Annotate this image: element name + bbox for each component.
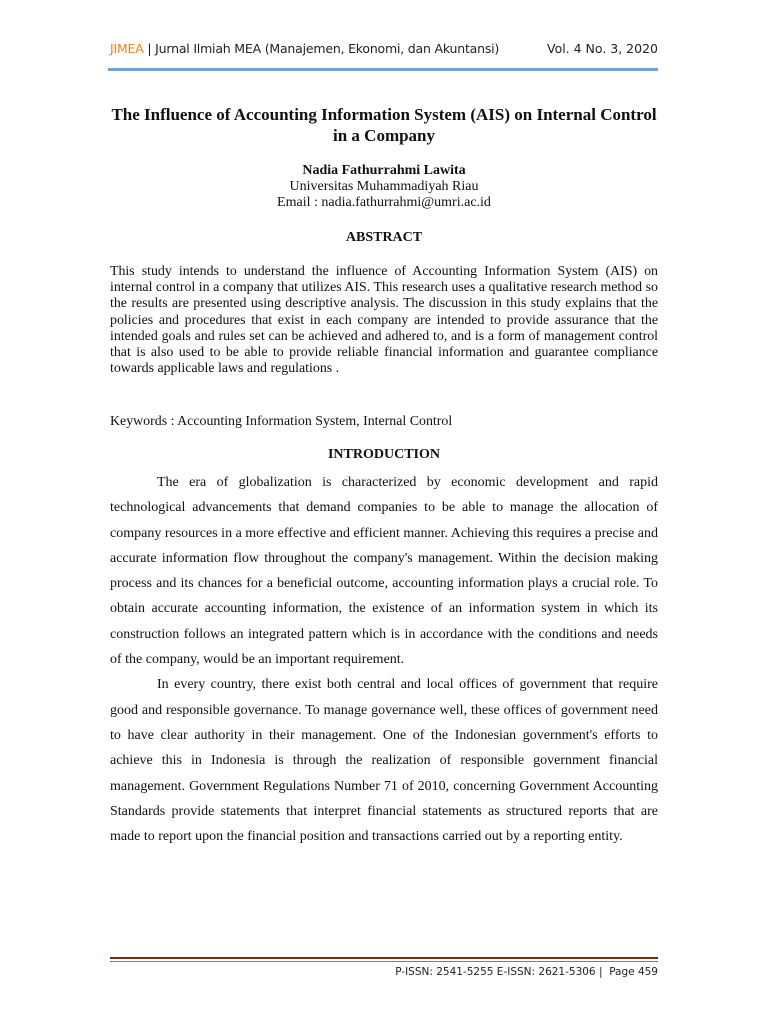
introduction-heading: INTRODUCTION bbox=[327, 447, 440, 462]
author-affiliation: Universitas Muhammadiyah Riau bbox=[289, 179, 479, 194]
footer-rule-accent bbox=[110, 961, 658, 962]
issn-info: P-ISSN: 2541-5255 E-ISSN: 2621-5306 | bbox=[395, 966, 603, 978]
journal-name: | Jurnal Ilmiah MEA (Manajemen, Ekonomi, dan Akuntansi) bbox=[143, 41, 500, 56]
page-footer bbox=[395, 966, 658, 978]
header-rule bbox=[108, 68, 658, 71]
keywords: Keywords : Accounting Information System, Internal Control bbox=[110, 414, 453, 429]
author-email: Email : nadia.fathurrahmi@umri.ac.id bbox=[277, 195, 491, 210]
volume-info: Vol. 4 No. 3, 2020 bbox=[546, 41, 658, 56]
introduction-paragraph: The era of globalization is characterized by economic development and rapid technological advancements that demand companies to be able to manage the allocation of company resources in a more effective and efficient manner. Achieving this requires a precise and accurate information flow throughout the company's management. Within the decision making process and its chances for a beneficial outcome, accounting information plays a crucial role. To obtain accurate accounting information, the existence of an information system in which its construction follows an integrated pattern which is in accordance with the conditions and needs of the company, would be an important requirement. bbox=[110, 475, 658, 668]
abstract-body: This study intends to understand the influence of Accounting Information System (AIS) on internal control in a company that utilizes AIS. This research uses a qualitative research method so the results are presented using descriptive analysis. The discussion in this study explains that the policies and procedures that exist in each company are intended to provide assurance that the intended goals and rules set can be achieved and adhered to, and is a form of management control that is also used to be able to provide reliable financial information and guarantee compliance towards applicable laws and regulations . bbox=[110, 264, 658, 377]
page-number: Page 459 bbox=[609, 966, 658, 978]
paper-title: The Influence of Accounting Information System (AIS) on Internal Control in a Company bbox=[111, 105, 657, 145]
journal-title bbox=[110, 41, 499, 56]
abstract-heading: ABSTRACT bbox=[345, 230, 423, 245]
introduction-paragraph: In every country, there exist both central and local offices of government that require good and responsible governance. To manage governance well, these offices of government need to have clear authority in their management. One of the Indonesian government's efforts to achieve this in Indonesia is through the realization of responsible government financial management. Government Regulations Number 71 of 2010, concerning Government Accounting Standards provide statements that interpret financial statements as structured reports that are made to report upon the financial position and transactions carried out by a reporting entity. bbox=[110, 677, 658, 845]
author-block bbox=[110, 163, 658, 211]
introduction-body bbox=[110, 470, 658, 849]
journal-acronym: JIMEA bbox=[110, 41, 144, 56]
author-name: Nadia Fathurrahmi Lawita bbox=[302, 163, 466, 178]
footer-rule bbox=[110, 957, 658, 959]
journal-header bbox=[110, 41, 658, 56]
